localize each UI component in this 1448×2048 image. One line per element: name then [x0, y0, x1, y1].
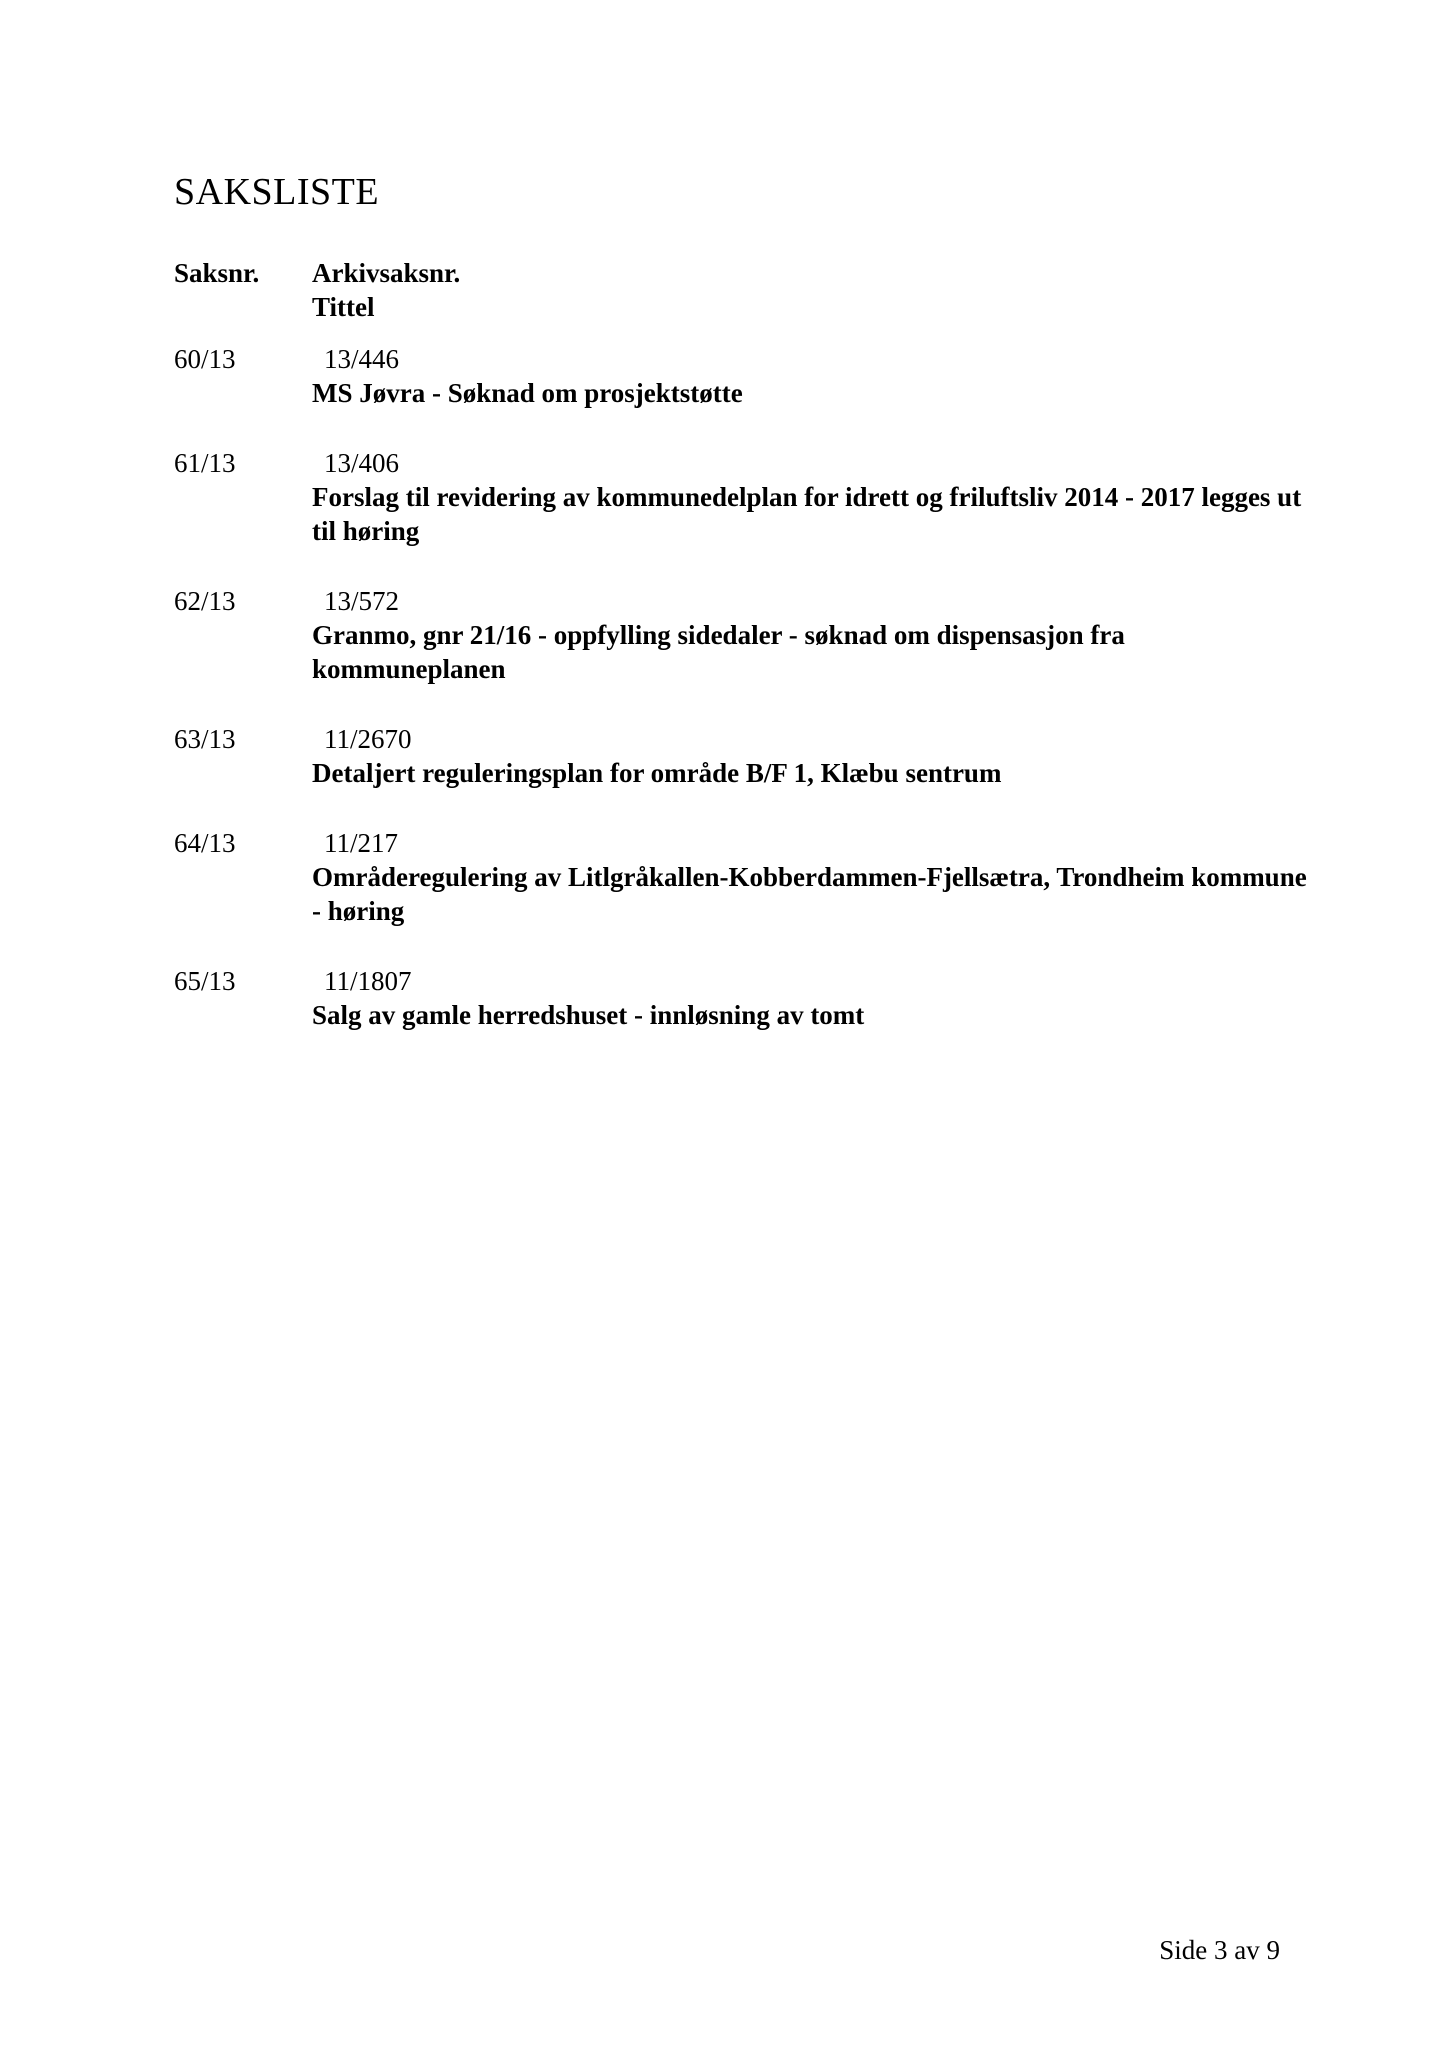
list-item	[174, 826, 1324, 928]
list-item	[174, 964, 1324, 1032]
archive-number: 11/1807	[324, 966, 412, 996]
case-list	[174, 342, 1324, 1068]
archive-number: 13/406	[324, 448, 400, 478]
archive-number: 11/2670	[324, 724, 412, 754]
column-header-saksnr: Saksnr.	[174, 258, 260, 288]
archive-number: 11/217	[324, 828, 398, 858]
list-item	[174, 446, 1324, 548]
page-number: Side 3 av 9	[1159, 1935, 1280, 1965]
case-title: Granmo, gnr 21/16 - oppfylling sidedaler - søknad om dispensasjon fra kommuneplanen	[312, 620, 1125, 684]
case-number: 65/13	[174, 966, 236, 996]
case-title: MS Jøvra - Søknad om prosjektstøtte	[312, 378, 743, 408]
case-number: 61/13	[174, 448, 236, 478]
archive-number: 13/446	[324, 344, 400, 374]
case-number: 62/13	[174, 586, 236, 616]
case-title: Salg av gamle herredshuset - innløsning av tomt	[312, 1000, 865, 1030]
case-title: Detaljert reguleringsplan for område B/F 1, Klæbu sentrum	[312, 758, 1002, 788]
list-item	[174, 584, 1324, 686]
case-title: Områderegulering av Litlgråkallen-Kobberdammen-Fjellsætra, Trondheim kommune - høring	[312, 862, 1307, 926]
case-number: 64/13	[174, 828, 236, 858]
case-title: Forslag til revidering av kommunedelplan for idrett og friluftsliv 2014 - 2017 legges ut til høring	[312, 482, 1302, 546]
column-header-tittel: Tittel	[312, 292, 375, 322]
page-title: SAKSLISTE	[174, 171, 380, 213]
case-number: 60/13	[174, 344, 236, 374]
list-item	[174, 722, 1324, 790]
case-number: 63/13	[174, 724, 236, 754]
list-item	[174, 342, 1324, 410]
column-header-arkivsaksnr: Arkivsaksnr.	[312, 258, 461, 288]
archive-number: 13/572	[324, 586, 400, 616]
